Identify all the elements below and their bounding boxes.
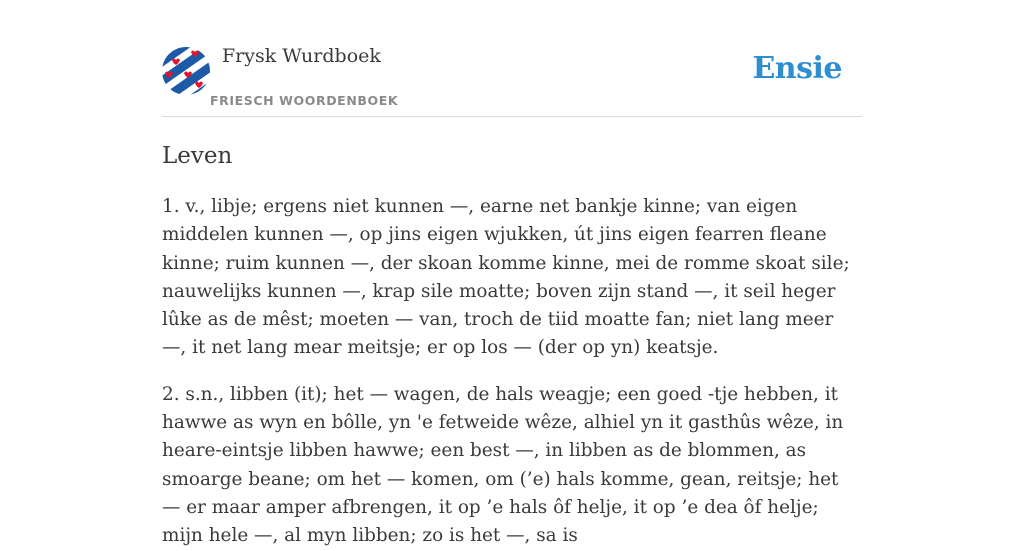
ensie-brand-link[interactable]: Ensie xyxy=(752,51,842,86)
entry-sense-2: 2. s.n., libben (it); het — wagen, de hals weagje; een goed -tje hebben, it hawwe as wyn en bôlle, yn 'e fetweide wêze, alhiel yn it gasthûs wêze, in heare-eintsje libben hawwe; een best —, in libben as de blommen, as smoarge beane; om het — komen, om (’e) hals komme, gean, reitsje; het — er maar amper afbrengen, it op ’e hals ôf helje, it op ’e dea ôf helje; mijn hele —, al myn libben; zo is het —, sa is xyxy=(162,383,844,547)
entry-title: Leven xyxy=(162,143,233,169)
site-header xyxy=(162,0,862,117)
site-subtitle: FRIESCH WOORDENBOEK xyxy=(210,93,399,108)
site-title-link[interactable]: Frysk Wurdboek xyxy=(222,45,381,67)
entry-sense-1: 1. v., libje; ergens niet kunnen —, earne net bankje kinne; van eigen middelen kunnen —, op jins eigen wjukken, út jins eigen fearren fleane kinne; ruim kunnen —, der skoan komme kinne, mei de romme skoat sile; nauwelijks kunnen —, krap sile moatte; boven zijn stand —, it seil heger lûke as de mêst; moeten — van, troch de tiid moatte fan; niet lang meer —, it net lang mear meitsje; er op los — (der op yn) keatsje. xyxy=(162,196,850,359)
page xyxy=(162,0,862,551)
frisian-flag-icon[interactable] xyxy=(162,47,210,95)
